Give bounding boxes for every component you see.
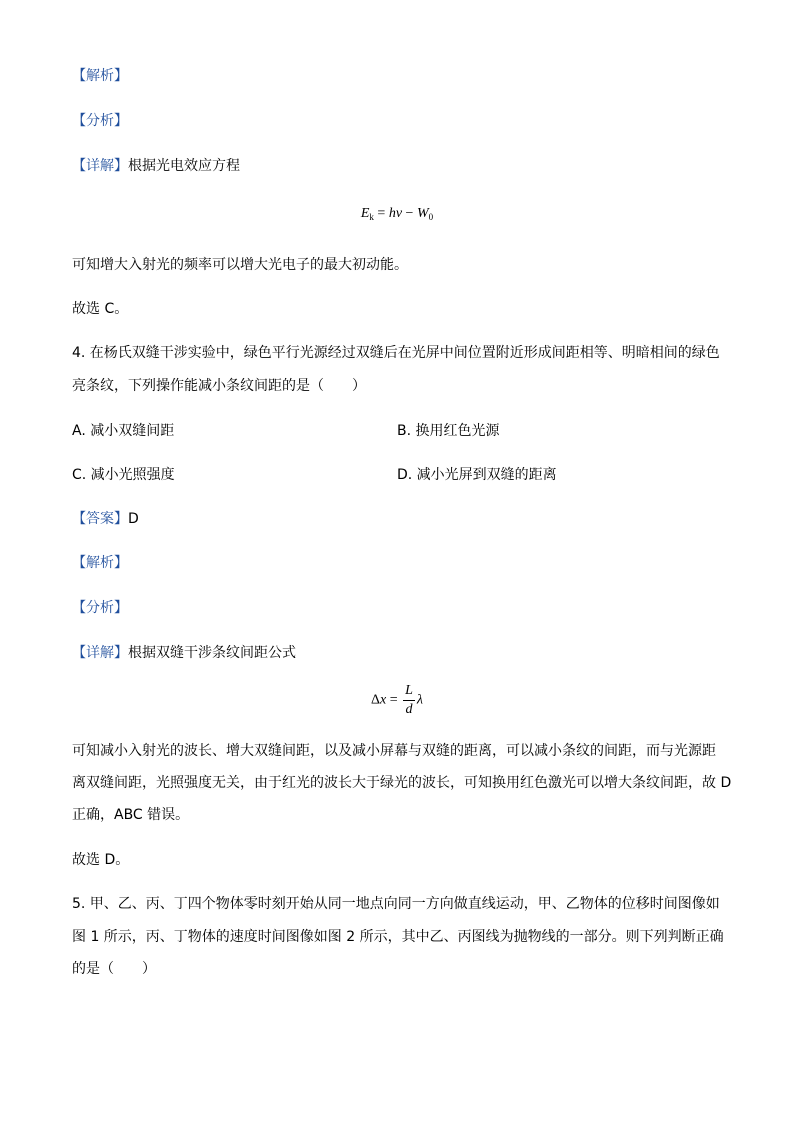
- paragraph-conclusion-1: 可知增大入射光的频率可以增大光电子的最大初动能。: [72, 257, 408, 273]
- section-tag-detail-2: 【详解】: [72, 645, 128, 661]
- paragraph-explanation-line-2: 离双缝间距，光照强度无关，由于红光的波长大于绿光的波长，可知换用红色激光可以增大条纹间距，故 D: [72, 775, 732, 791]
- fraction-l-over-d: $\frac{L}{d}$: [405, 683, 413, 717]
- answer-tag: 【答案】: [72, 511, 128, 527]
- question-5-line-2: 图 1 所示，丙、丁物体的速度时间图像如图 2 所示，其中乙、丙图线为抛物线的一部分。则下列判断正确: [72, 929, 724, 945]
- question-5-line-3: 的是（ ）: [72, 961, 156, 977]
- section-tag-fenxi: 【分析】: [72, 113, 128, 129]
- question-4-line-1: 4. 在杨氏双缝干涉实验中，绿色平行光源经过双缝后在光屏中间位置附近形成间距相等、明暗相间的绿色: [72, 345, 720, 361]
- paragraph-choice-c: 故选 C。: [72, 301, 129, 317]
- paragraph-explanation-line-3: 正确，ABC 错误。: [72, 807, 190, 823]
- detail-text-2: 根据双缝干涉条纹间距公式: [128, 645, 296, 661]
- detail-paragraph-1: [72, 156, 240, 176]
- paragraph-explanation-line-1: 可知减小入射光的波长、增大双缝间距，以及减小屏幕与双缝的距离，可以减小条纹的间距，而与光源距: [72, 743, 716, 759]
- section-tag-detail: 【详解】: [72, 158, 128, 174]
- option-c: C. 减小光照强度: [72, 467, 175, 483]
- detail-paragraph-2: [72, 643, 296, 663]
- answer-line: [72, 509, 139, 529]
- answer-value: D: [128, 511, 139, 527]
- section-tag-fenxi-2: 【分析】: [72, 600, 128, 616]
- section-tag-analysis-2: 【解析】: [72, 555, 128, 571]
- section-tag-analysis: 【解析】: [72, 68, 128, 84]
- detail-text: 根据光电效应方程: [128, 158, 240, 174]
- paragraph-choice-d: 故选 D。: [72, 852, 130, 868]
- option-b: B. 换用红色光源: [397, 423, 500, 439]
- option-a: A. 减小双缝间距: [72, 423, 175, 439]
- formula-fringe-spacing: Δx = $\frac{L}{d}$ λ: [370, 683, 423, 717]
- question-4-line-2: 亮条纹，下列操作能减小条纹间距的是（ ）: [72, 378, 366, 394]
- formula-photoelectric: $E_k = h\nu - W_0$: [360, 206, 434, 222]
- question-5-line-1: 5. 甲、乙、丙、丁四个物体零时刻开始从同一地点向同一方向做直线运动，甲、乙物体的位移时间图像如: [72, 896, 720, 912]
- option-d: D. 减小光屏到双缝的距离: [397, 467, 557, 483]
